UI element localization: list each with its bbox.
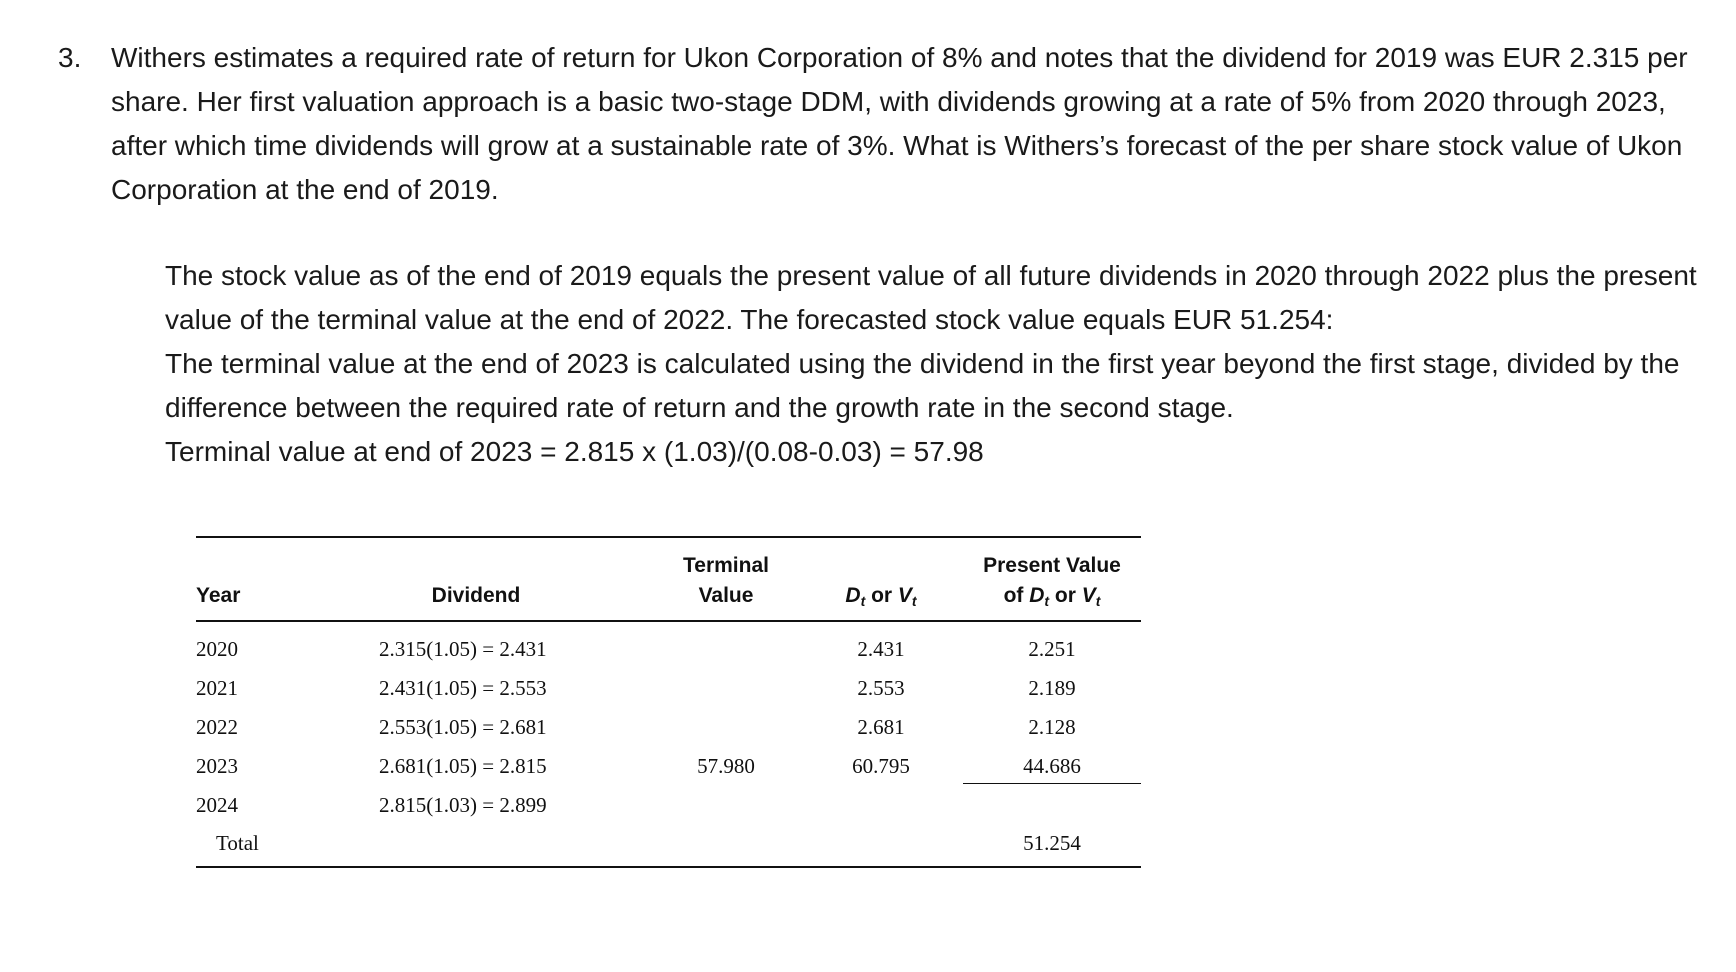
row-2021-dividend: 2.431(1.05) = 2.553 [379,676,547,700]
table-header-rule [196,620,1141,622]
row-2023-year: 2023 [196,754,238,778]
row-2024-dividend: 2.815(1.03) = 2.899 [379,793,547,817]
answer-paragraph-1: The stock value as of the end of 2019 equals the present value of all future dividends in 2020 through 2022 plus the present value of the terminal value at the end of 2022. The forecasted stock value equals EUR 51.254: [165,260,1697,335]
total-label: Total [216,831,259,855]
header-terminal-line2: Value [698,584,754,607]
table-top-rule [196,536,1141,538]
row-2022-dividend: 2.553(1.05) = 2.681 [379,715,547,739]
row-2024-year: 2024 [196,793,238,817]
row-2023-terminal: 57.980 [697,754,755,778]
row-2022-pv: 2.128 [1028,715,1076,739]
row-2022-dv: 2.681 [857,715,905,739]
row-2020-dv: 2.431 [857,637,905,661]
row-2023-dividend: 2.681(1.05) = 2.815 [379,754,547,778]
header-dividend: Dividend [431,584,521,607]
row-2023-pv: 44.686 [1023,754,1081,778]
row-2021-pv: 2.189 [1028,676,1076,700]
header-pv-line2: of $D_t$ or $V_t$ [1003,584,1101,609]
subtotal-rule [963,783,1141,784]
row-2020-pv: 2.251 [1028,637,1076,661]
row-2020-dividend: 2.315(1.05) = 2.431 [379,637,547,661]
total-value: 51.254 [1023,831,1081,855]
question-text: Withers estimates a required rate of return for Ukon Corporation of 8% and notes that the dividend for 2019 was EUR 2.315 per share. Her first valuation approach is a basic two-stage DDM, with dividends growing at a rate of 5% from 2020 through 2023, after which time dividends will grow at a sustainable rate of 3%. What is Withers’s forecast of the per share stock value of Ukon Corporation at the end of 2019. [111,42,1688,205]
row-2023-dv: 60.795 [852,754,910,778]
row-2021-dv: 2.553 [857,676,905,700]
row-2021-year: 2021 [196,676,238,700]
answer-paragraph-3: Terminal value at end of 2023 = 2.815 x (1.03)/(0.08-0.03) = 57.98 [165,436,984,467]
header-year: Year [196,584,241,607]
header-dt-or-vt: $D_t$ or $V_t$ [845,584,917,609]
question-block [58,36,1698,212]
row-2020-year: 2020 [196,637,238,661]
table-bottom-rule [196,866,1141,868]
question-number: 3. [58,42,82,73]
header-pv-line1: Present Value [983,554,1121,577]
answer-paragraph-2: The terminal value at the end of 2023 is calculated using the dividend in the first year beyond the first stage, divided by the difference between the required rate of return and the growth rate in the second stage. [165,348,1680,423]
row-2022-year: 2022 [196,715,238,739]
header-terminal-line1: Terminal [683,554,769,577]
answer-block [165,254,1705,474]
